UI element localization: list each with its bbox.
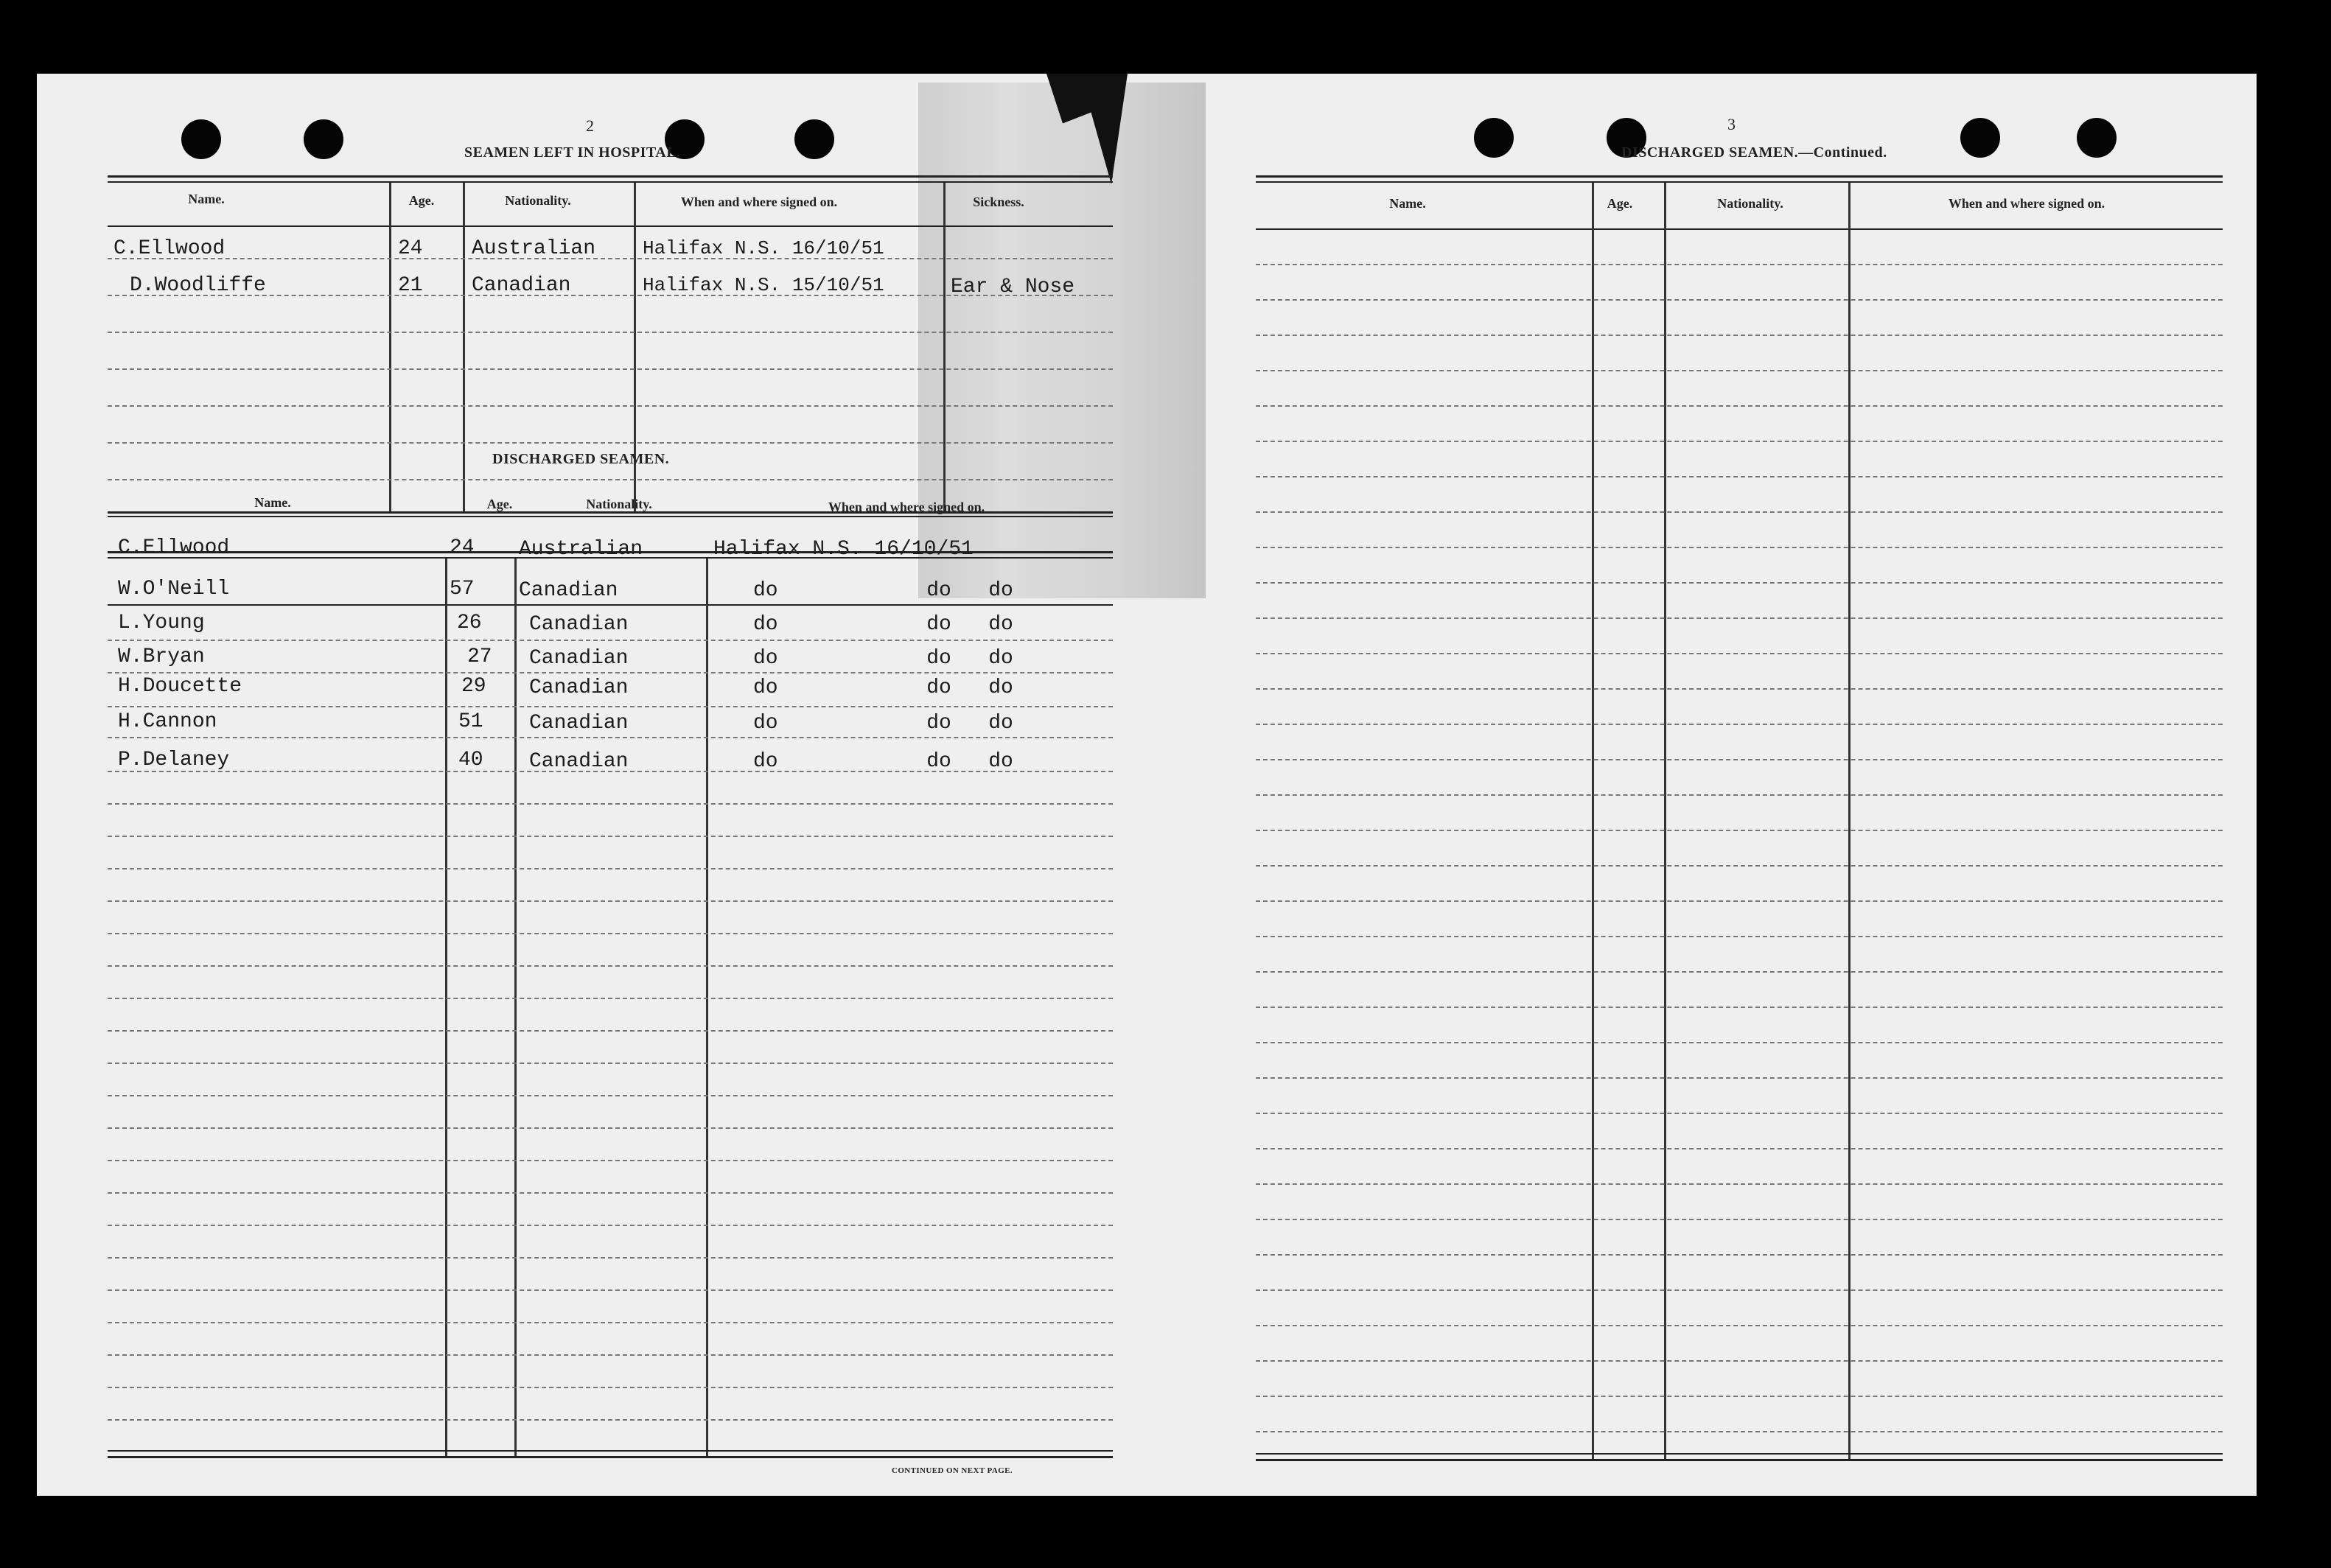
cell-signed-on: do do do xyxy=(753,579,1013,602)
row-rule xyxy=(1256,299,2223,301)
punch-hole xyxy=(1474,118,1514,158)
rule xyxy=(1256,228,2223,230)
col-header-age: Age. xyxy=(1607,196,1633,211)
row-rule xyxy=(108,640,1113,641)
row-rule xyxy=(108,1095,1113,1096)
cell-nationality: Canadian xyxy=(529,647,629,670)
row-rule xyxy=(108,368,1113,370)
row-rule xyxy=(1256,653,2223,654)
row-rule xyxy=(1256,1183,2223,1185)
row-rule xyxy=(108,1192,1113,1194)
cell-age: 29 xyxy=(461,675,486,698)
cell-nationality: Canadian xyxy=(529,712,629,735)
cell-name: C.Ellwood xyxy=(113,237,226,260)
row-rule xyxy=(108,442,1113,444)
col-header-nationality: Nationality. xyxy=(505,193,571,208)
row-rule xyxy=(108,1257,1113,1259)
rule xyxy=(108,604,1113,606)
row-rule xyxy=(108,900,1113,902)
cell-age: 21 xyxy=(398,274,423,297)
row-rule xyxy=(1256,1289,2223,1291)
cell-name: C.Ellwood xyxy=(118,536,230,559)
cell-signed-on: do do do xyxy=(753,750,1013,773)
row-rule xyxy=(1256,1077,2223,1079)
row-rule xyxy=(1256,865,2223,867)
cell-nationality: Australian xyxy=(519,538,643,561)
cell-signed-on: do do do xyxy=(753,613,1013,636)
row-rule xyxy=(1256,1325,2223,1326)
cell-age: 26 xyxy=(457,612,482,634)
cell-age: 40 xyxy=(458,749,483,771)
cell-nationality: Canadian xyxy=(472,274,571,297)
row-rule xyxy=(1256,1219,2223,1220)
cell-signed-on: Halifax N.S. 16/10/51 xyxy=(713,538,974,561)
row-rule xyxy=(1256,264,2223,265)
row-rule xyxy=(1256,688,2223,690)
row-rule xyxy=(108,1289,1113,1291)
rule xyxy=(108,175,1113,178)
rule xyxy=(108,516,1113,517)
row-rule xyxy=(1256,1148,2223,1149)
row-rule xyxy=(108,258,1113,259)
row-rule xyxy=(1256,617,2223,619)
hospital-section-title: SEAMEN LEFT IN HOSPITAL. xyxy=(464,144,681,161)
cell-nationality: Australian xyxy=(472,237,596,260)
cell-name: L.Young xyxy=(118,612,205,634)
cell-nationality: Canadian xyxy=(529,613,629,636)
row-rule xyxy=(1256,830,2223,831)
rule xyxy=(1256,1453,2223,1455)
cell-signed-on: do do do xyxy=(753,676,1013,699)
row-rule xyxy=(108,332,1113,333)
row-rule xyxy=(1256,547,2223,548)
cell-age: 57 xyxy=(450,578,475,601)
row-rule xyxy=(1256,441,2223,442)
punch-hole xyxy=(181,119,221,159)
punch-hole xyxy=(2077,118,2117,158)
col-header-name: Name. xyxy=(1389,196,1426,211)
row-rule xyxy=(108,479,1113,480)
row-rule xyxy=(1256,1007,2223,1008)
row-rule xyxy=(1256,936,2223,937)
row-rule xyxy=(1256,971,2223,973)
col-header-name: Name. xyxy=(254,495,291,510)
row-rule xyxy=(1256,582,2223,584)
row-rule xyxy=(1256,370,2223,371)
row-rule xyxy=(108,1160,1113,1161)
row-rule xyxy=(1256,1113,2223,1114)
row-rule xyxy=(108,803,1113,805)
rule xyxy=(1256,175,2223,178)
col-header-signed-on: When and where signed on. xyxy=(680,195,838,209)
row-rule xyxy=(108,405,1113,407)
cell-name: D.Woodliffe xyxy=(130,274,266,297)
cell-nationality: Canadian xyxy=(529,750,629,773)
col-header-name: Name. xyxy=(188,192,225,206)
cell-signed-on: do do do xyxy=(753,712,1013,735)
cell-age: 24 xyxy=(450,536,475,559)
row-rule xyxy=(108,737,1113,738)
row-rule xyxy=(1256,1360,2223,1362)
col-divider xyxy=(389,183,391,511)
row-rule xyxy=(1256,724,2223,725)
discharged-section-title: DISCHARGED SEAMEN. xyxy=(492,451,670,467)
page-title: DISCHARGED SEAMEN.—Continued. xyxy=(1621,144,1887,161)
row-rule xyxy=(108,868,1113,869)
col-divider xyxy=(1664,183,1666,1460)
row-rule xyxy=(108,1387,1113,1388)
row-rule xyxy=(1256,405,2223,407)
cell-name: H.Cannon xyxy=(118,710,217,733)
row-rule xyxy=(108,1419,1113,1421)
col-header-age: Age. xyxy=(486,497,513,511)
row-rule xyxy=(108,1127,1113,1129)
rule xyxy=(108,1450,1113,1452)
row-rule xyxy=(108,1063,1113,1064)
row-rule xyxy=(1256,759,2223,760)
col-divider xyxy=(463,183,465,511)
row-rule xyxy=(108,1322,1113,1323)
row-rule xyxy=(108,706,1113,707)
row-rule xyxy=(1256,1396,2223,1397)
row-rule xyxy=(1256,900,2223,902)
cell-signed-on: Halifax N.S. 16/10/51 xyxy=(643,237,884,259)
rule xyxy=(108,1456,1113,1458)
rule xyxy=(1256,1459,2223,1461)
row-rule xyxy=(1256,511,2223,513)
col-divider xyxy=(943,183,946,511)
rule xyxy=(108,225,1113,227)
col-header-nationality: Nationality. xyxy=(586,497,652,511)
cell-age: 27 xyxy=(467,645,492,668)
row-rule xyxy=(108,1030,1113,1032)
row-rule xyxy=(1256,794,2223,796)
punch-hole xyxy=(794,119,834,159)
row-rule xyxy=(108,836,1113,837)
cell-age: 24 xyxy=(398,237,423,260)
col-header-age: Age. xyxy=(408,193,435,208)
punch-hole xyxy=(1960,118,2000,158)
rule xyxy=(108,181,1113,183)
col-header-sickness: Sickness. xyxy=(973,195,1024,209)
left-page xyxy=(37,74,1113,1496)
row-rule xyxy=(108,998,1113,999)
punch-hole xyxy=(304,119,343,159)
rule xyxy=(1256,181,2223,183)
row-rule xyxy=(108,1225,1113,1226)
cell-nationality: Canadian xyxy=(529,676,629,699)
col-divider xyxy=(1848,183,1851,1460)
document-sheet xyxy=(37,74,2257,1496)
row-rule xyxy=(1256,1042,2223,1043)
row-rule xyxy=(1256,476,2223,477)
cell-nationality: Canadian xyxy=(519,579,618,602)
page-number: 2 xyxy=(586,116,594,135)
cell-signed-on: Halifax N.S. 15/10/51 xyxy=(643,274,884,296)
continued-note: CONTINUED ON NEXT PAGE. xyxy=(892,1466,1013,1475)
cell-age: 51 xyxy=(458,710,483,733)
page-number: 3 xyxy=(1727,115,1736,133)
right-page xyxy=(1179,74,2257,1496)
row-rule xyxy=(108,672,1113,673)
col-header-nationality: Nationality. xyxy=(1717,196,1783,211)
row-rule xyxy=(1256,1431,2223,1432)
cell-sickness: Ear & Nose xyxy=(951,276,1075,298)
cell-signed-on: do do do xyxy=(753,647,1013,670)
col-header-signed-on: When and where signed on. xyxy=(1948,196,2105,211)
cell-name: P.Delaney xyxy=(118,749,230,771)
row-rule xyxy=(1256,335,2223,336)
row-rule xyxy=(108,933,1113,934)
cell-name: W.O'Neill xyxy=(118,578,230,601)
row-rule xyxy=(108,965,1113,967)
cell-name: H.Doucette xyxy=(118,675,242,698)
row-rule xyxy=(108,1354,1113,1356)
cell-name: W.Bryan xyxy=(118,645,205,668)
col-header-signed-on: When and where signed on. xyxy=(828,500,985,514)
row-rule xyxy=(1256,1254,2223,1256)
col-divider xyxy=(1592,183,1594,1460)
